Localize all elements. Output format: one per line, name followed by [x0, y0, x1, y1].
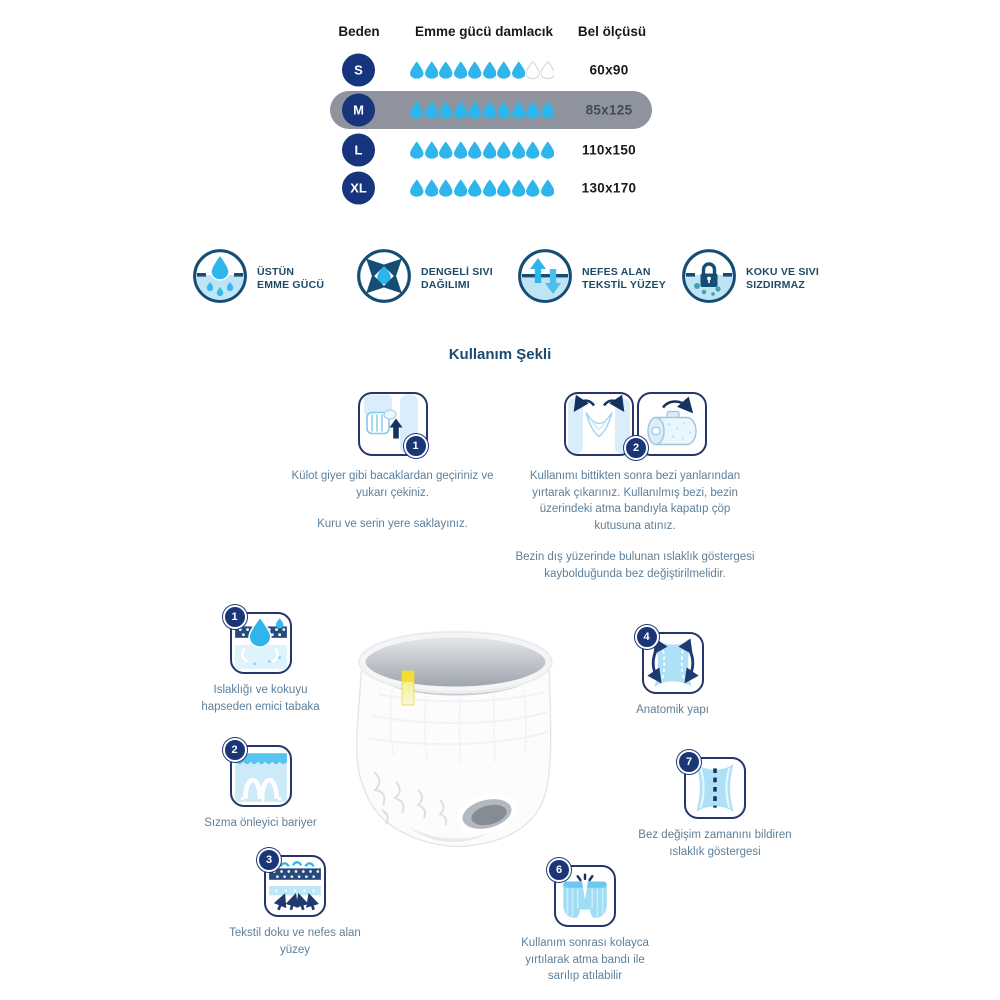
waist-value-m: 85x125	[585, 102, 633, 118]
step2-wetness-note: Bezin dış yüzerinde bulunan ıslaklık göstergesi kaybolduğunda bez değiştirilmelidir.	[515, 551, 755, 580]
size-row-s	[330, 53, 652, 87]
step2-tear-illustration	[564, 392, 634, 456]
odor-leakproof-icon	[681, 248, 737, 309]
liquid-distribution-icon	[356, 248, 412, 309]
size-badge-s: S	[342, 54, 375, 87]
step1-storage-note: Kuru ve serin yere saklayınız.	[317, 518, 468, 530]
absorbency-droplets-s	[410, 61, 554, 79]
feature-wetness-indicator	[635, 757, 795, 860]
breathable-textile-icon	[517, 248, 573, 309]
benefit-label: ÜSTÜN EMME GÜCÜ	[257, 265, 325, 291]
absorbency-droplets-m	[410, 101, 554, 119]
product-image	[348, 624, 566, 850]
waist-value-l: 110x150	[582, 142, 636, 158]
size-badge-xl: XL	[342, 172, 375, 205]
size-row-l	[330, 133, 652, 167]
size-row-xl	[330, 171, 652, 205]
step-number-badge: 2	[624, 436, 648, 460]
size-table-header-absorbency: Emme gücü damlacık	[414, 24, 554, 39]
feature-number-badge: 4	[635, 625, 659, 649]
feature-label: Sızma önleyici bariyer	[204, 817, 317, 829]
absorbency-droplets-l	[410, 141, 554, 159]
size-row-m-selected	[330, 91, 652, 129]
usage-section-title: Kullanım Şekli	[448, 346, 552, 363]
benefit-liquid-distribution	[356, 248, 493, 309]
size-table-header-size: Beden	[338, 24, 380, 39]
usage-step-2	[515, 392, 755, 582]
feature-number-badge: 3	[257, 848, 281, 872]
step1-instruction: Külot giyer gibi bacaklardan geçiriniz ve yukarı çekiniz.	[291, 470, 494, 499]
feature-anatomic-shape	[610, 632, 735, 719]
size-badge-l: L	[342, 134, 375, 167]
benefit-label: DENGELİ SIVI DAĞILIMI	[421, 265, 493, 291]
benefit-label: KOKU VE SIVI SIZDIRMAZ	[746, 265, 819, 291]
feature-textile-surface	[220, 855, 370, 958]
feature-label: Anatomik yapı	[636, 704, 709, 716]
feature-label: Bez değişim zamanını bildiren ıslaklık göstergesi	[638, 829, 792, 858]
feature-label: Islaklığı ve kokuyu hapseden emici tabaka	[201, 684, 320, 713]
benefit-absorption	[192, 248, 324, 309]
benefit-breathable-textile	[517, 248, 666, 309]
feature-number-badge: 1	[223, 605, 247, 629]
absorbency-droplets-xl	[410, 179, 554, 197]
benefit-odor-leakproof	[681, 248, 819, 309]
waist-value-xl: 130x170	[581, 180, 637, 196]
size-table-header-waist: Bel ölçüsü	[577, 24, 647, 39]
step2-disposal-instruction: Kullanımı bittikten sonra bezi yanlarından yırtarak çıkarınız. Kullanılmış bezi, bezin üzerindeki atma bandıyla kapatıp çöp kutusuna atınız.	[529, 470, 741, 532]
feature-number-badge: 2	[223, 738, 247, 762]
waist-value-s: 60x90	[589, 62, 629, 78]
feature-label: Tekstil doku ve nefes alan yüzey	[229, 927, 361, 956]
feature-number-badge: 6	[547, 858, 571, 882]
size-badge-m: M	[342, 94, 375, 127]
feature-easy-disposal	[515, 865, 655, 985]
feature-label: Kullanım sonrası kolayca yırtılarak atma bandı ile sarılıp atılabilir	[521, 937, 649, 982]
absorption-icon	[192, 248, 248, 309]
benefit-label: NEFES ALAN TEKSTİL YÜZEY	[582, 265, 666, 291]
feature-number-badge: 7	[677, 750, 701, 774]
step-number-badge: 1	[404, 434, 428, 458]
feature-absorbent-layer	[193, 612, 328, 715]
usage-step-1	[275, 392, 510, 533]
feature-leak-barrier	[193, 745, 328, 832]
